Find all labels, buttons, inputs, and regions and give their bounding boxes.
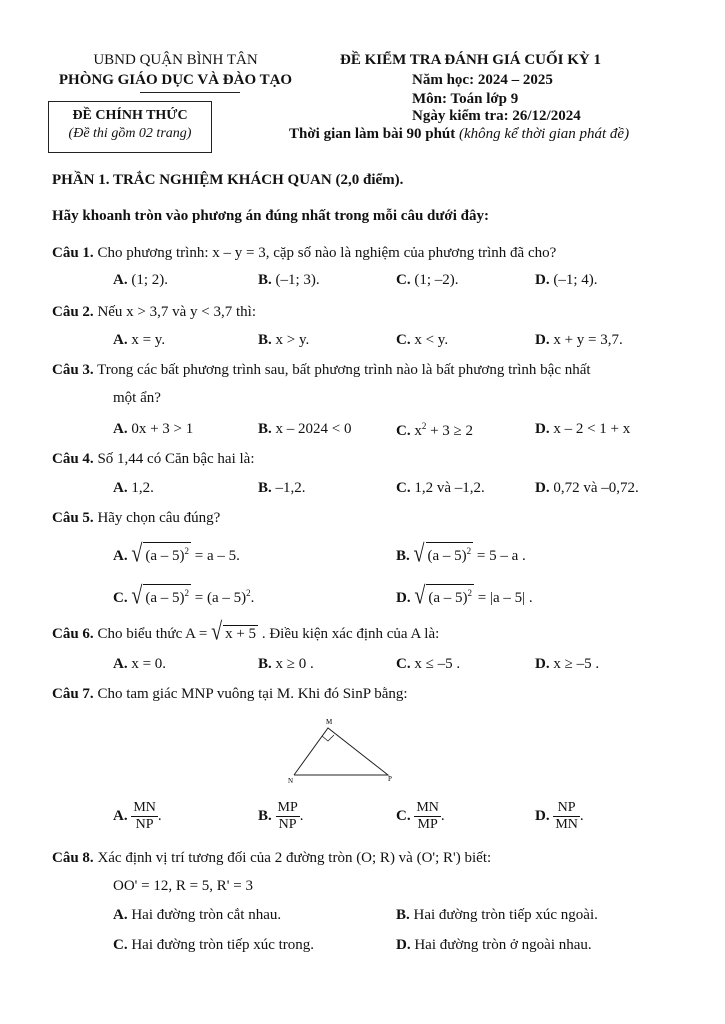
q5-option-c[interactable]: C. √ (a – 5)$^2$ = (a – 5)$^2$. — [113, 582, 255, 610]
pages-note: (Đề thi gồm 02 trang) — [68, 126, 192, 141]
vertex-p-label: P — [388, 775, 392, 783]
triangle-figure — [285, 716, 400, 786]
q5-option-a[interactable]: A. √ (a – 5)$^2$ = a – 5. — [113, 540, 240, 568]
question-label: Câu 3. — [52, 362, 94, 378]
question-label: Câu 6. — [52, 626, 94, 642]
q4-option-d[interactable]: D. 0,72 và –0,72. — [535, 480, 639, 496]
official-box — [48, 101, 212, 153]
q1-option-c[interactable]: C. (1; –2). — [396, 272, 459, 288]
q7-option-c[interactable]: C. $\frac{MN}{MP}$ . — [396, 800, 445, 832]
q8-option-c[interactable]: C. Hai đường tròn tiếp xúc trong. — [113, 937, 315, 953]
q3-option-b[interactable]: B. x – 2024 < 0 — [258, 421, 352, 437]
question-5 — [52, 510, 220, 527]
question-3-cont: một ẩn? — [113, 390, 161, 406]
question-label: Câu 4. — [52, 451, 94, 467]
question-2 — [52, 304, 256, 321]
q2-option-c[interactable]: C. x < y. — [396, 332, 449, 348]
right-angle-mark — [322, 735, 334, 741]
duration: Thời gian làm bài 90 phút — [289, 126, 456, 142]
q2-option-d[interactable]: D. x + y = 3,7. — [535, 332, 623, 348]
q4-option-a[interactable]: A. 1,2. — [113, 480, 154, 496]
q1-option-d[interactable]: D. (–1; 4). — [535, 272, 598, 288]
q8-option-a[interactable]: A. Hai đường tròn cắt nhau. — [113, 907, 282, 923]
school-year: Năm học: 2024 – 2025 — [412, 72, 553, 88]
question-8 — [52, 850, 491, 867]
q3-option-d[interactable]: D. x – 2 < 1 + x — [535, 421, 631, 437]
question-text: Cho tam giác MNP vuông tại M. Khi đó SinP bằng: — [97, 686, 408, 702]
question-6: Câu 6. Cho biểu thức A = √ x + 5 . Điều kiện xác định của A là: — [52, 618, 440, 646]
header-underline — [140, 92, 240, 93]
question-7 — [52, 686, 408, 703]
question-text-pre: Cho biểu thức A = — [97, 626, 212, 642]
q1-option-a[interactable]: A. (1; 2). — [113, 272, 169, 288]
section-instruction: Hãy khoanh tròn vào phương án đúng nhất trong mỗi câu dưới đây: — [52, 208, 489, 224]
q6-option-d[interactable]: D. x ≥ –5 . — [535, 656, 600, 672]
duration-line — [289, 126, 629, 143]
section-title: PHẦN 1. TRẮC NGHIỆM KHÁCH QUAN (2,0 điểm). — [52, 172, 404, 188]
q7-option-d[interactable]: D. $\frac{NP}{MN}$ . — [535, 800, 584, 832]
header-authority: UBND QUẬN BÌNH TÂN — [93, 52, 258, 68]
q6-option-c[interactable]: C. x ≤ –5 . — [396, 656, 461, 672]
question-text-post: . Điều kiện xác định của A là: — [258, 626, 440, 642]
header-department: PHÒNG GIÁO DỤC VÀ ĐÀO TẠO — [58, 72, 293, 88]
question-text: Số 1,44 có Căn bậc hai là: — [97, 451, 255, 467]
vertex-n-label: N — [288, 777, 294, 785]
question-text: Hãy chọn câu đúng? — [97, 510, 221, 526]
question-8-given: OO' = 12, R = 5, R' = 3 — [113, 878, 253, 894]
q3-option-c[interactable]: C. $x^2 + 3 \ge 2$ — [396, 421, 474, 439]
question-text: Trong các bất phương trình sau, bất phương trình nào là bất phương trình bậc nhất — [97, 362, 591, 378]
q6-option-a[interactable]: A. x = 0. — [113, 656, 167, 672]
question-4 — [52, 451, 254, 468]
q7-option-b[interactable]: B. $\frac{MP}{NP}$ . — [258, 800, 304, 832]
triangle-mnp — [294, 728, 388, 775]
question-label: Câu 1. — [52, 245, 94, 261]
q4-option-b[interactable]: B. –1,2. — [258, 480, 306, 496]
q8-option-d[interactable]: D. Hai đường tròn ở ngoài nhau. — [396, 937, 592, 953]
question-text: Xác định vị trí tương đối của 2 đường tròn (O; R) và (O'; R') biết: — [97, 850, 492, 866]
question-label: Câu 5. — [52, 510, 94, 526]
q3-option-a[interactable]: A. 0x + 3 > 1 — [113, 421, 194, 437]
vertex-m-label: M — [326, 718, 333, 726]
q2-option-a[interactable]: A. x = y. — [113, 332, 166, 348]
q5-option-b[interactable]: B. √ (a – 5)$^2$ = 5 – a . — [396, 540, 526, 568]
question-text: Nếu x > 3,7 và y < 3,7 thì: — [97, 304, 257, 320]
q2-option-b[interactable]: B. x > y. — [258, 332, 310, 348]
subject: Môn: Toán lớp 9 — [412, 91, 519, 107]
question-label: Câu 7. — [52, 686, 94, 702]
question-label: Câu 2. — [52, 304, 94, 320]
q8-option-b[interactable]: B. Hai đường tròn tiếp xúc ngoài. — [396, 907, 598, 923]
question-label: Câu 8. — [52, 850, 94, 866]
official-label: ĐỀ CHÍNH THỨC — [72, 108, 188, 123]
duration-note: (không kể thời gian phát đề) — [459, 126, 630, 142]
question-3 — [52, 362, 591, 379]
question-text: Cho phương trình: x – y = 3, cặp số nào là nghiệm của phương trình đã cho? — [97, 245, 557, 261]
q5-option-d[interactable]: D. √ (a – 5)$^2$ = |a – 5| . — [396, 582, 533, 610]
q7-option-a[interactable]: A. $\frac{MN}{NP}$ . — [113, 800, 162, 832]
q6-option-b[interactable]: B. x ≥ 0 . — [258, 656, 314, 672]
q1-option-b[interactable]: B. (–1; 3). — [258, 272, 320, 288]
question-1 — [52, 245, 556, 262]
q4-option-c[interactable]: C. 1,2 và –1,2. — [396, 480, 485, 496]
radicand: x + 5 — [225, 626, 257, 642]
exam-title: ĐỀ KIỂM TRA ĐÁNH GIÁ CUỐI KỲ 1 — [340, 52, 601, 68]
exam-date: Ngày kiểm tra: 26/12/2024 — [412, 108, 581, 124]
